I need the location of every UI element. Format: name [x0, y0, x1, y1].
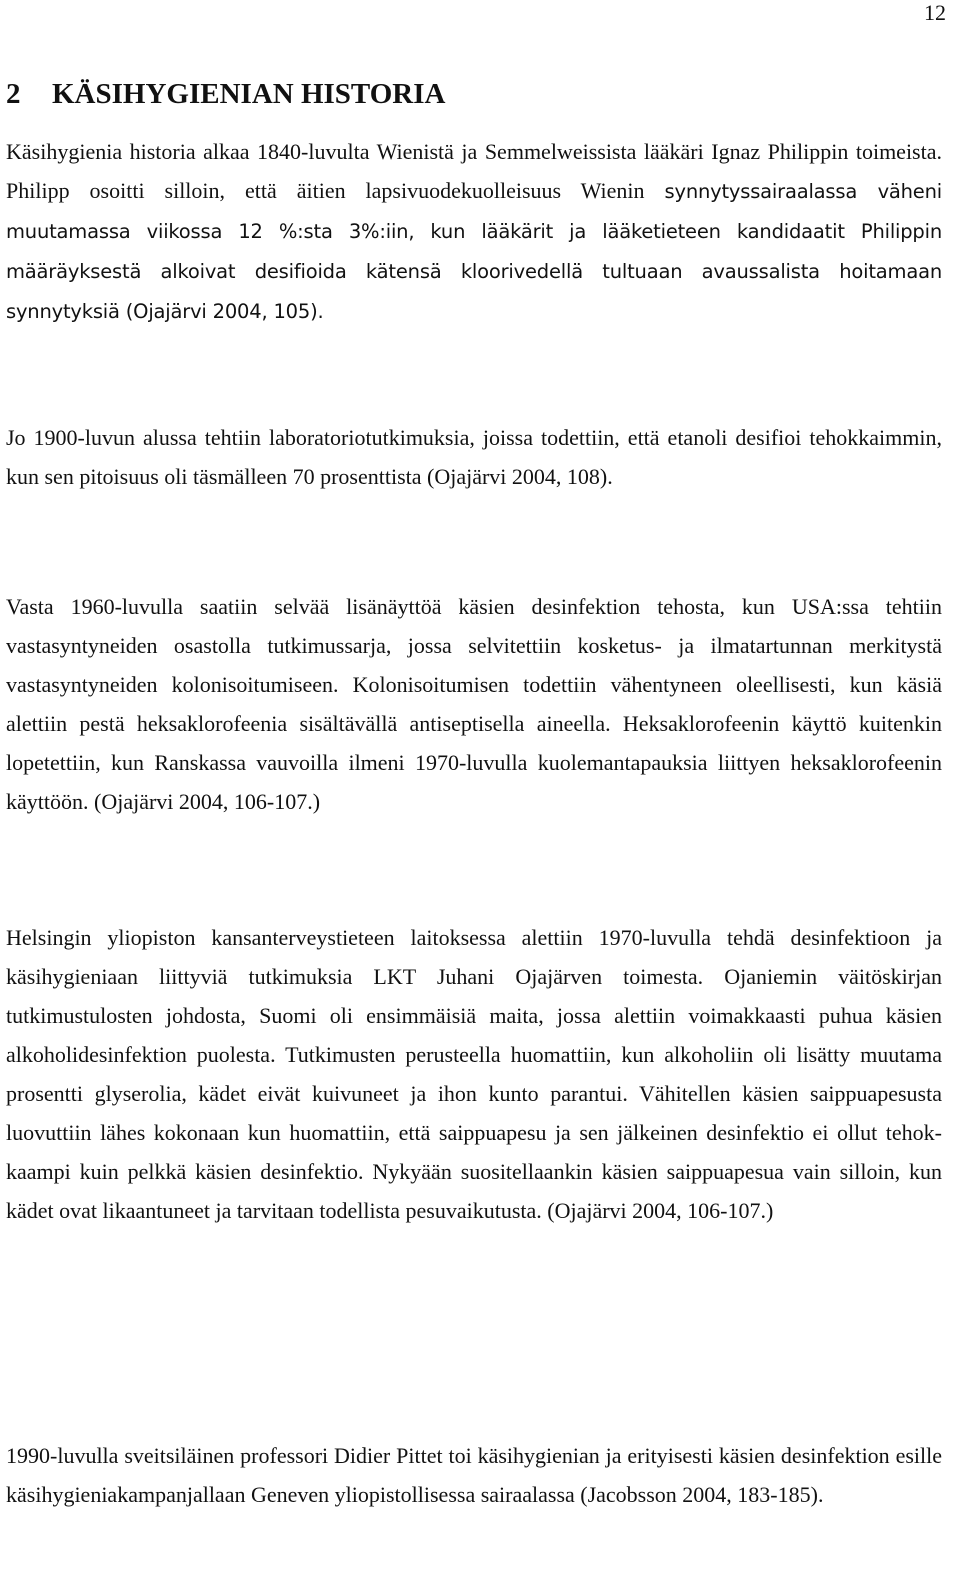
paragraph-1960s-evidence: Vasta 1960-luvulla saatiin selvää lisänäyttöä käsien desinfektion tehosta, kun USA:ssa tehtiin vastasyntyneiden osastolla tutkimussarja, jossa selvitettiin kosketus- ja ilmatartunnan merkitystä vastasyntyneiden kolonisoitumiseen. Kolonisoitumisen todettiin vähentyneen oleellisesti, kun käsiä alettiin pestä heksaklorofeenia sisältävällä antiseptisella aineella. Heksaklorofeenin käyttö kuitenkin lopetettiin, kun Ranskassa vauvoilla ilmeni 1970-luvulla kuolemantapauksia liittyen heksaklorofeenin käyttöön. (Ojajärvi 2004, 106-107.): [6, 594, 942, 814]
paragraph-history-origin-sans-part: synnytyssairaalassa väheni muutamassa viikossa 12 %:sta 3%:iin, kun lääkärit ja lääketieteen kandidaatit Philippin määräyksestä alkoivat desifioida kätensä kloorivedellä tultuaan avaussalista hoitamaan synnytyksiä (Ojajärvi 2004, 105).: [6, 180, 942, 323]
chapter-title: KÄSIHYGIENIAN HISTORIA: [52, 78, 446, 110]
paragraph-helsinki-research: Helsingin yliopiston kansanterveystieteen laitoksessa alettiin 1970-luvulla tehdä desinfektioon ja käsihygieniaan liittyviä tutkimuksia LKT Juhani Ojajärven toimesta. Ojaniemin väitöskirjan tutkimustulosten johdosta, Suomi oli ensimmäisiä maita, jossa alettiin voimakkaasti puhua käsien alkoholidesinfektion puolesta. Tutkimusten perusteella huomattiin, kun alkoholiin oli lisätty muutama prosentti glyserolia, kädet eivät kuivuneet ja ihon kunto parantui. Vähitellen käsien saippuapesusta luovuttiin lähes kokonaan kun huomattiin, että saippuapesu ja sen jälkeinen desinfektio ei ollut tehokkaampi kuin pelkkä käsien desinfektio. Nykyään suositellaankin käsien saippuapesua vain silloin, kun kädet ovat likaantuneet ja tarvitaan todellista pesuvaikutusta. (Ojajärvi 2004, 106-107.): [6, 925, 942, 1223]
chapter-number: 2: [6, 78, 21, 110]
paragraph-1990s-campaign: 1990-luvulla sveitsiläinen professori Didier Pittet toi käsihygienian ja erityisesti käsien desinfektion esille käsihygieniakampanjallaan Geneven yliopistollisessa sairaalassa (Jacobsson 2004, 183-185).: [6, 1443, 942, 1507]
chapter-heading: [6, 74, 445, 114]
paragraph-ethanol-research: Jo 1900-luvun alussa tehtiin laboratoriotutkimuksia, joissa todettiin, että etanoli desifioi tehokkaimmin, kun sen pitoisuus oli täsmälleen 70 prosenttista (Ojajärvi 2004, 108).: [6, 425, 942, 489]
paragraph-history-origin: [6, 132, 942, 331]
page-number: 12: [924, 0, 946, 25]
paragraph-history-origin-serif-part: Käsihygienia historia alkaa 1840-luvulta Wienistä ja Semmelweissista lääkäri Ignaz Philippin toimeista. Philipp osoitti silloin, että äitien lapsivuodekuolleisuus Wienin: [6, 139, 942, 203]
